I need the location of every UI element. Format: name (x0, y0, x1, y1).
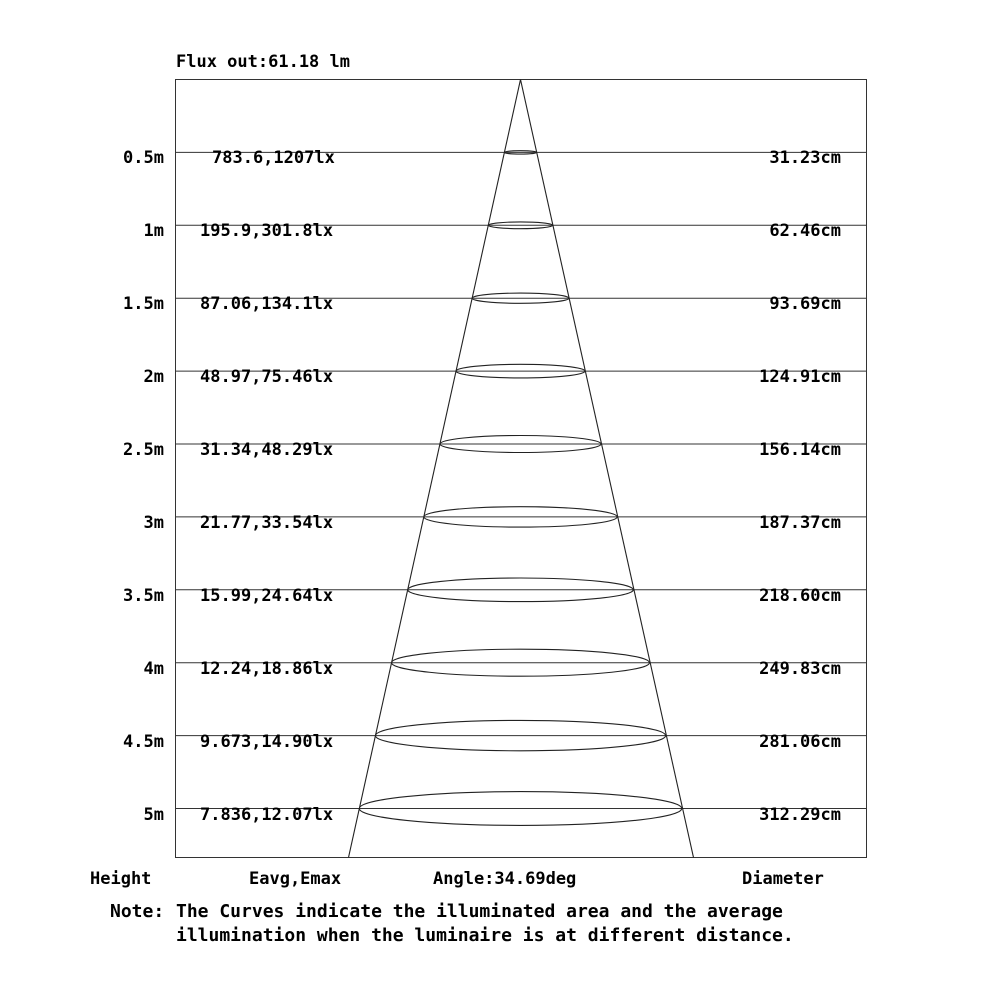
beam-edge-right (521, 80, 694, 858)
row-illuminance-label: 12.24,18.86lx (200, 659, 334, 679)
row-diameter-label: 124.91cm (759, 367, 841, 387)
row-height-label: 4.5m (123, 732, 164, 752)
height-header: Height (90, 869, 152, 889)
row-illuminance-label: 21.77,33.54lx (200, 513, 334, 533)
row-illuminance-label: 9.673,14.90lx (200, 732, 334, 752)
diameter-header: Diameter (742, 869, 824, 889)
note-line-2: illumination when the luminaire is at different distance. (176, 925, 794, 946)
row-height-label: 2.5m (123, 440, 164, 460)
note-prefix: Note: (110, 901, 165, 922)
row-diameter-label: 281.06cm (759, 732, 841, 752)
row-diameter-label: 312.29cm (759, 805, 841, 825)
row-diameter-label: 218.60cm (759, 586, 841, 606)
row-illuminance-label: 15.99,24.64lx (200, 586, 334, 606)
row-height-label: 1.5m (123, 294, 164, 314)
row-height-label: 3m (143, 513, 164, 533)
row-diameter-label: 62.46cm (769, 221, 841, 241)
row-height-label: 4m (143, 659, 164, 679)
row-illuminance-label: 87.06,134.1lx (200, 294, 334, 314)
beam-edge-left (349, 80, 521, 858)
row-height-label: 5m (143, 805, 164, 825)
row-illuminance-label: 31.34,48.29lx (200, 440, 334, 460)
row-diameter-label: 249.83cm (759, 659, 841, 679)
flux-label: Flux out:61.18 lm (176, 52, 350, 72)
row-height-label: 2m (143, 367, 164, 387)
row-diameter-label: 156.14cm (759, 440, 841, 460)
row-height-label: 0.5m (123, 148, 164, 168)
row-diameter-label: 31.23cm (769, 148, 841, 168)
row-height-label: 3.5m (123, 586, 164, 606)
row-illuminance-label: 783.6,1207lx (212, 148, 335, 168)
row-height-label: 1m (143, 221, 164, 241)
row-diameter-label: 93.69cm (769, 294, 841, 314)
row-illuminance-label: 48.97,75.46lx (200, 367, 334, 387)
row-illuminance-label: 7.836,12.07lx (200, 805, 334, 825)
row-diameter-label: 187.37cm (759, 513, 841, 533)
beam-angle-label: Angle:34.69deg (433, 869, 577, 889)
row-illuminance-label: 195.9,301.8lx (200, 221, 334, 241)
illuminance-header: Eavg,Emax (249, 869, 342, 889)
note-line-1: The Curves indicate the illuminated area and the average (176, 901, 783, 922)
